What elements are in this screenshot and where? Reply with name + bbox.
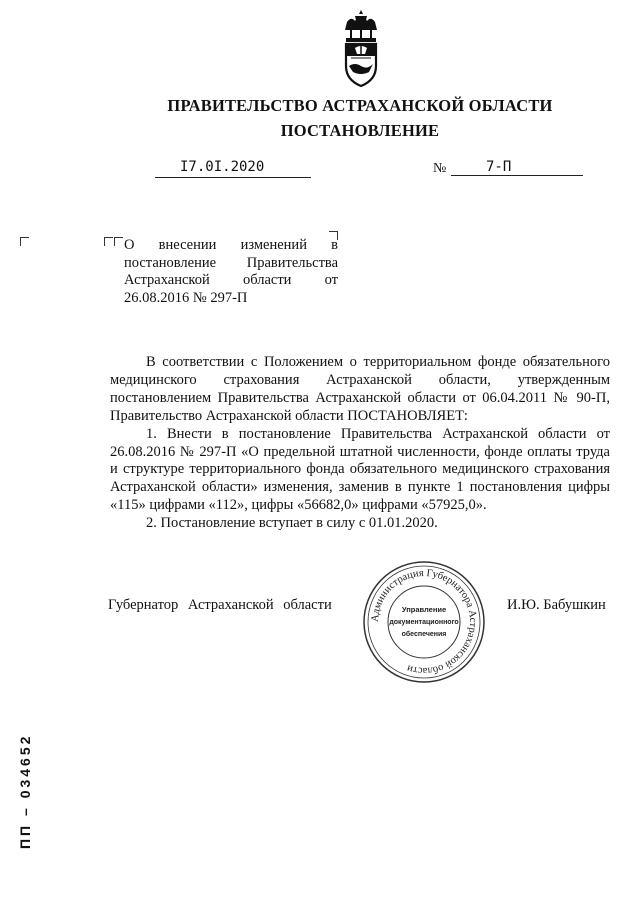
subject-corner-mark xyxy=(104,237,113,246)
seal-ring-text: Администрация Губернатора Астраханской области xyxy=(369,567,479,677)
item-1-paragraph: 1. Внести в постановление Правительства Астраханской области от 26.08.2016 № 297-П «О предельной штатной численности, фонде оплаты труда и структуре территориального фонда обязательного медицинского страхования Астраханской области» изменения, заменив в пункте 1 постановления цифры «115» цифрами «112», цифры «56682,0» цифрами «57925,0». xyxy=(110,425,610,514)
seal-center-line-1: Управление xyxy=(401,605,447,614)
number-underline xyxy=(451,175,583,176)
seal-center-line-2: документационного xyxy=(389,619,459,626)
form-code-text: ПП – 034652 xyxy=(17,733,33,849)
decree-number: 7-П xyxy=(486,159,512,175)
decree-body xyxy=(110,354,610,533)
signer-name: И.Ю. Бабушкин xyxy=(507,597,606,613)
subject-corner-mark xyxy=(114,237,123,246)
coat-of-arms-emblem xyxy=(333,8,389,92)
item-2-paragraph: 2. Постановление вступает в силу с 01.01.2020. xyxy=(146,515,438,532)
number-sign: № xyxy=(433,161,447,176)
seal-center-line-3: обеспечения xyxy=(401,631,447,638)
document-type-heading: ПОСТАНОВЛЕНИЕ xyxy=(280,121,440,140)
form-code-stamp xyxy=(2,727,42,852)
decree-subject: О внесении изменений в постановление Правительства Астраханской области от 26.08.2016 № 297-П xyxy=(124,237,338,306)
official-seal xyxy=(360,558,488,686)
date-underline xyxy=(155,177,311,178)
government-heading: ПРАВИТЕЛЬСТВО АСТРАХАНСКОЙ ОБЛАСТИ xyxy=(167,96,553,115)
decree-date: I7.0I.2020 xyxy=(180,159,265,175)
margin-corner-mark xyxy=(20,237,29,246)
signer-title: Губернатор Астраханской области xyxy=(108,597,332,613)
preamble-paragraph: В соответствии с Положением о территориальном фонде обязательного медицинского страхования Астраханской области, утвержденным постановлением Правительства Астраханской области от 06.04.2011 № 90-П, Правительство Астраханской области ПОСТАНОВЛЯЕТ: xyxy=(110,354,610,424)
